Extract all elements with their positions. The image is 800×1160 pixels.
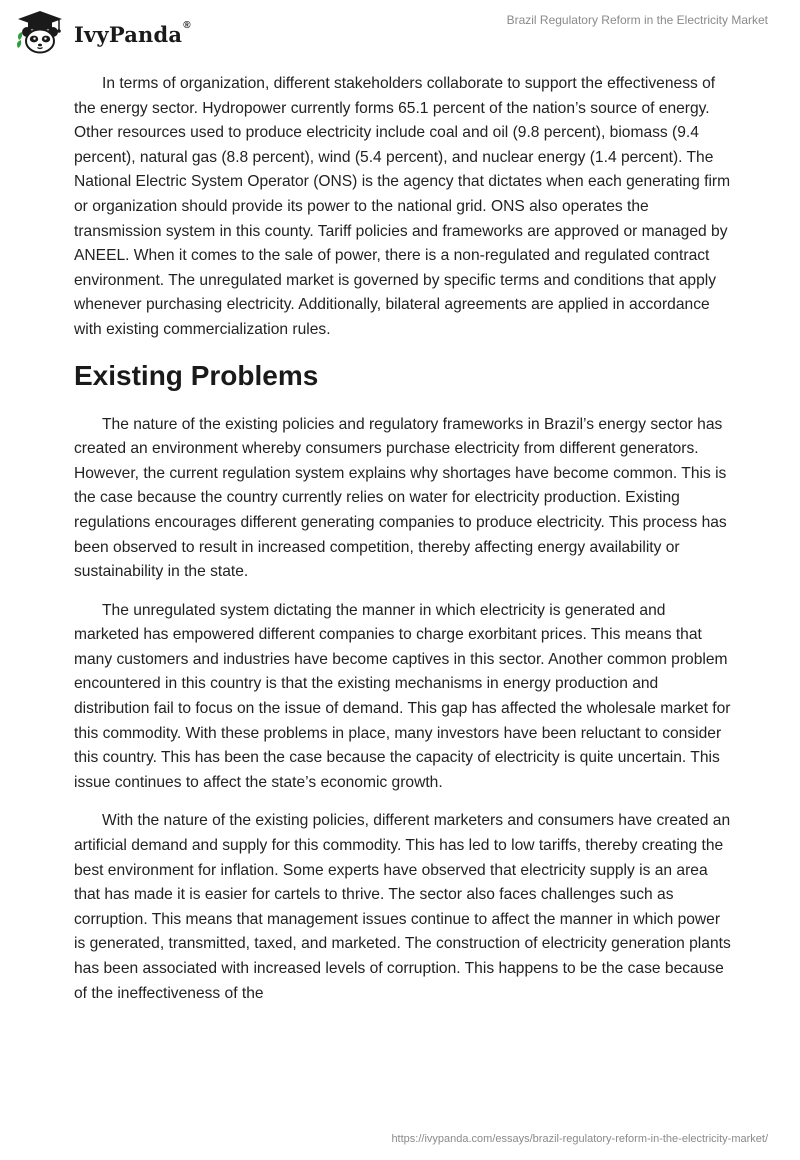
intro-paragraph: In terms of organization, different stakeholders collaborate to support the effectiveness of the energy sector. Hydropower currently forms 65.1 percent of the nation’s source of energy. Other resources used to produce electricity include coal and oil (9.8 percent), biomass (9.4 percent), natural gas (8.8 percent), wind (5.4 percent), and nuclear energy (1.4 percent). The National Electric System Operator (ONS) is the agency that dictates when each generating firm or organization should provide its power to the national grid. ONS also operates the transmission system in this county. Tariff policies and frameworks are approved or managed by ANEEL. When it comes to the sale of power, there is a non-regulated and regulated contract environment. The unregulated market is governed by specific terms and conditions that apply whenever purchasing electricity. Additionally, bilateral agreements are applied in accordance with existing commercialization rules. [74,75,731,338]
article-body [74,72,734,1020]
paragraph-3: With the nature of the existing policies, different marketers and consumers have created an artificial demand and supply for this commodity. This has led to low tariffs, thereby creating the best environment for inflation. Some experts have observed that electricity supply is an area that has made it is easier for cartels to thrive. The sector also faces challenges such as corruption. This means that management issues continue to affect the manner in which power is generated, transmitted, taxed, and marketed. The construction of electricity generation plants has been associated with increased levels of corruption. This happens to be the case because of the ineffectiveness of the [74,812,731,1002]
paragraph-1: The nature of the existing policies and regulatory frameworks in Brazil’s energy sector has created an environment whereby consumers purchase electricity from different generators. However, the current regulation system explains why shortages have become common. This is the case because the country currently relies on water for electricity production. Existing regulations encourages different generating companies to produce electricity. This process has been observed to result in increased competition, thereby affecting energy availability or sustainability in the state. [74,415,727,581]
page-header [0,0,800,60]
document-title: Brazil Regulatory Reform in the Electricity Market [506,13,768,27]
registered-mark: ® [183,19,191,31]
source-url[interactable]: https://ivypanda.com/essays/brazil-regulatory-reform-in-the-electricity-market/ [391,1133,768,1145]
brand-name-text: IvyPanda [74,21,183,47]
ivypanda-logo[interactable] [14,10,191,54]
paragraph-2: The unregulated system dictating the manner in which electricity is generated and marketed has empowered different companies to charge exorbitant prices. This means that many customers and industries have become captives in this sector. Another common problem encountered in this country is that the existing mechanisms in energy production and distribution fail to focus on the issue of demand. This gap has affected the wholesale market for this commodity. With these problems in place, many investors have been reluctant to consider this country. This has been the case because the capacity of electricity is quite uncertain. This issue continues to affect the state’s economic growth. [74,601,731,791]
brand-name [74,19,191,47]
panda-graduate-icon [14,10,66,54]
section-heading: Existing Problems [74,359,319,391]
